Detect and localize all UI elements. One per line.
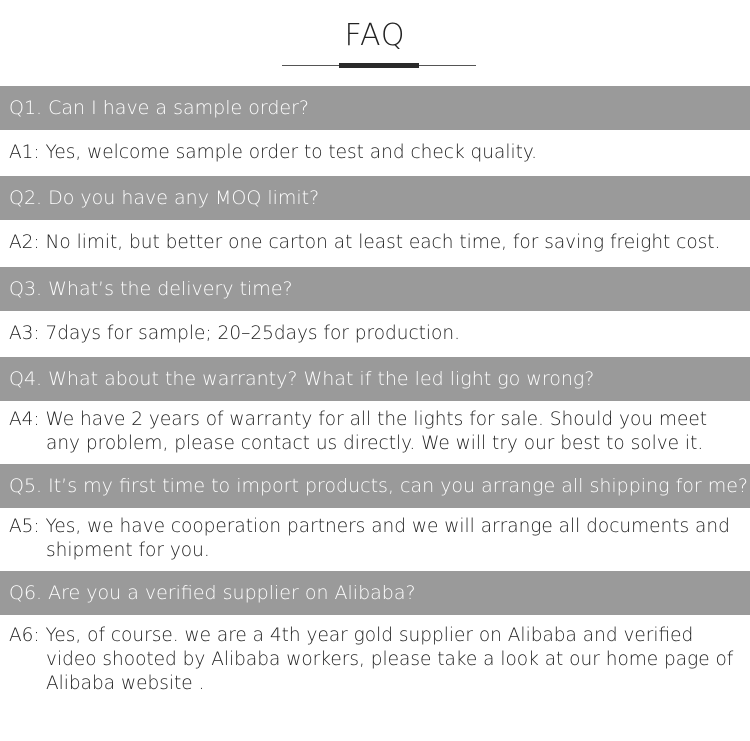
faq-answer-2: [9, 231, 749, 255]
faq-question-6: [0, 571, 750, 615]
faq-question-2: [0, 176, 750, 220]
faq-question-2-text: Q2. Do you have any MOQ limit?: [9, 187, 320, 209]
faq-answer-4-line-1: A4: We have 2 years of warranty for all the lights for sale. Should you meet: [9, 409, 707, 430]
faq-question-6-text: Q6. Are you a verified supplier on Alibaba?: [9, 582, 416, 604]
faq-question-1: [0, 86, 750, 130]
faq-header: [0, 0, 750, 86]
faq-answer-4-line-2: any problem, please contact us directly. We will try our best to solve it.: [46, 433, 704, 454]
title-underline-thick: [339, 63, 419, 68]
faq-answer-6-line-2: video shooted by Alibaba workers, please take a look at our home page of: [46, 649, 734, 670]
faq-question-3-text: Q3. What’s the delivery time?: [9, 278, 293, 300]
faq-answer-1-text: A1: Yes, welcome sample order to test and check quality.: [9, 142, 538, 163]
faq-question-3: [0, 267, 750, 311]
page-title: FAQ: [344, 18, 406, 53]
faq-answer-2-text: A2: No limit, but better one carton at least each time, for saving freight cost.: [9, 232, 721, 253]
faq-answer-4: [9, 408, 749, 456]
faq-answer-6-line-1: A6: Yes, of course. we are a 4th year gold supplier on Alibaba and verified: [9, 625, 694, 646]
faq-answer-5: [9, 515, 749, 563]
faq-question-5: [0, 464, 750, 508]
faq-answer-3-text: A3: 7days for sample; 20–25days for production.: [9, 323, 460, 344]
faq-answer-5-line-1: A5: Yes, we have cooperation partners and we will arrange all documents and: [9, 516, 730, 537]
faq-question-4-text: Q4. What about the warranty? What if the led light go wrong?: [9, 368, 595, 390]
faq-answer-3: [9, 322, 749, 346]
faq-answer-5-line-2: shipment for you.: [46, 540, 210, 561]
faq-question-1-text: Q1. Can I have a sample order?: [9, 97, 309, 119]
faq-answer-6: [9, 624, 749, 696]
faq-question-4: [0, 357, 750, 401]
faq-answer-1: [9, 141, 749, 165]
faq-question-5-text: Q5. It’s my first time to import products, can you arrange all shipping for me?: [9, 475, 749, 497]
faq-answer-6-line-3: Alibaba website .: [46, 673, 205, 694]
